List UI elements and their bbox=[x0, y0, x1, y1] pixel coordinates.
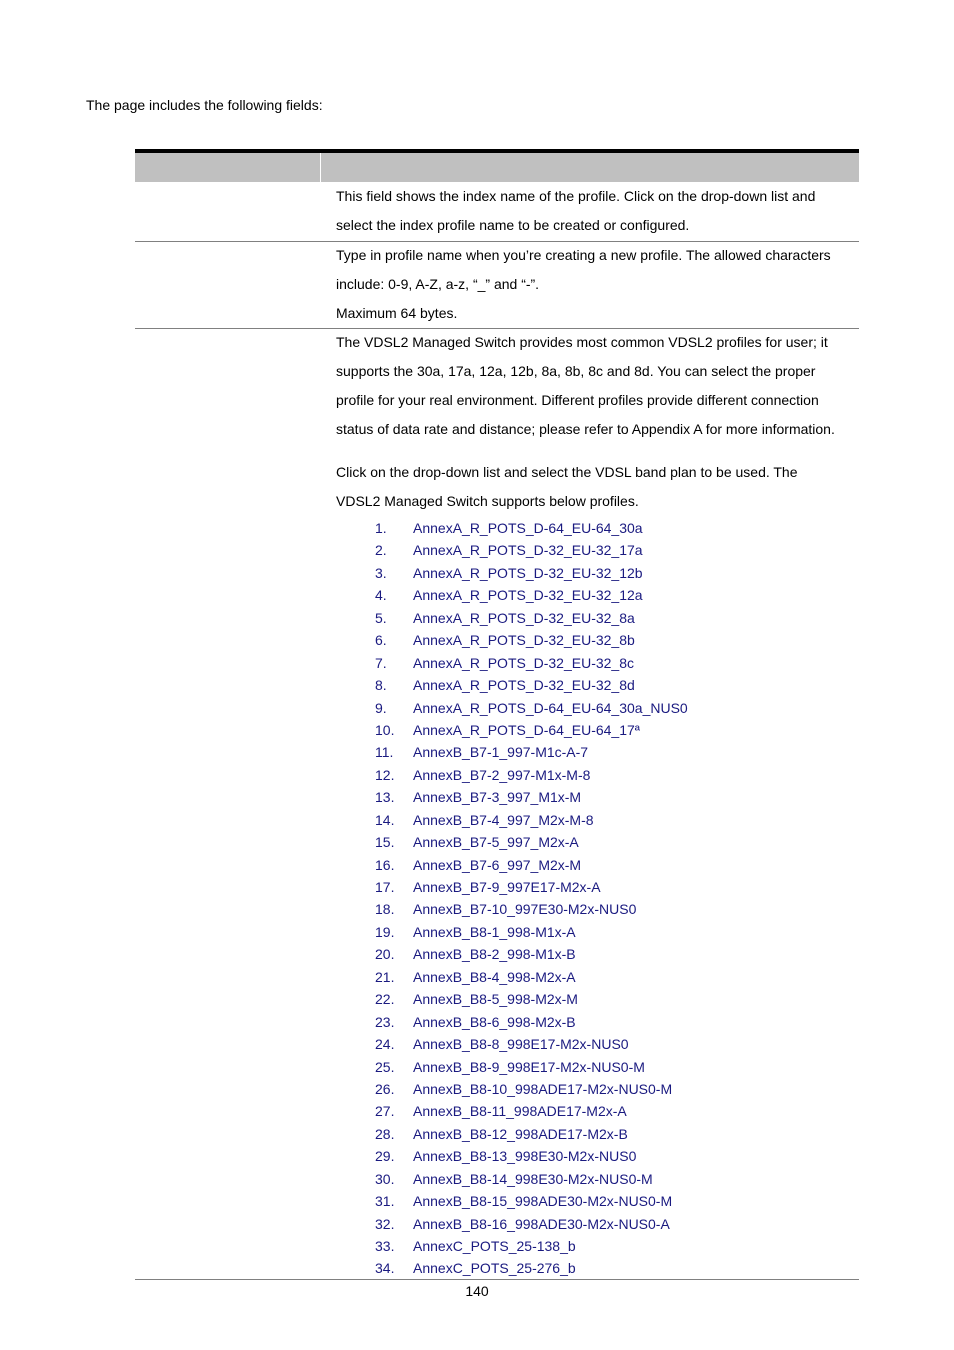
list-item-number: 9. bbox=[375, 699, 387, 716]
profile-name: AnnexB_B7-6_997_M2x-M bbox=[413, 856, 582, 873]
profile-name: AnnexA_R_POTS_D-32_EU-32_17a bbox=[413, 542, 643, 559]
list-item bbox=[375, 629, 688, 651]
list-item-number: 13. bbox=[375, 789, 395, 806]
row-3-band-line-2: VDSL2 Managed Switch supports below profiles. bbox=[336, 493, 639, 509]
list-item-number: 28. bbox=[375, 1125, 395, 1142]
list-item-number: 23. bbox=[375, 1013, 395, 1030]
list-item-number: 16. bbox=[375, 856, 395, 873]
profile-name: AnnexB_B7-4_997_M2x-M-8 bbox=[413, 811, 594, 828]
row-2-description bbox=[336, 241, 856, 328]
profile-name: AnnexB_B8-9_998E17-M2x-NUS0-M bbox=[413, 1058, 645, 1075]
profile-name: AnnexA_R_POTS_D-64_EU-64_30a bbox=[413, 520, 643, 536]
list-item-number: 15. bbox=[375, 834, 395, 851]
profile-name: AnnexA_R_POTS_D-32_EU-32_8d bbox=[413, 677, 635, 694]
list-item-number: 17. bbox=[375, 879, 395, 895]
profile-name: AnnexB_B8-6_998-M2x-B bbox=[413, 1013, 576, 1030]
list-item bbox=[375, 1168, 688, 1190]
list-item bbox=[375, 1011, 688, 1033]
list-item bbox=[375, 1123, 688, 1145]
list-item-number: 31. bbox=[375, 1193, 395, 1210]
list-item bbox=[375, 898, 688, 920]
row-3-description bbox=[336, 328, 856, 444]
list-item bbox=[375, 1078, 688, 1100]
list-item bbox=[375, 1100, 688, 1122]
profile-name: AnnexA_R_POTS_D-32_EU-32_8b bbox=[413, 632, 635, 649]
list-item-number: 8. bbox=[375, 677, 387, 694]
profile-name: AnnexA_R_POTS_D-32_EU-32_12b bbox=[413, 564, 643, 581]
list-item bbox=[375, 607, 688, 629]
list-item-number: 29. bbox=[375, 1148, 395, 1165]
list-item bbox=[375, 921, 688, 943]
row-2-line-3: Maximum 64 bytes. bbox=[336, 305, 458, 321]
list-item-number: 22. bbox=[375, 991, 395, 1008]
profile-name: AnnexA_R_POTS_D-32_EU-32_8a bbox=[413, 609, 635, 626]
profile-name: AnnexA_R_POTS_D-32_EU-32_12a bbox=[413, 587, 643, 604]
profile-list bbox=[375, 517, 688, 1280]
list-item bbox=[375, 876, 688, 898]
list-item bbox=[375, 741, 688, 763]
profile-name: AnnexB_B8-15_998ADE30-M2x-NUS0-M bbox=[413, 1193, 673, 1210]
list-item bbox=[375, 943, 688, 965]
profile-name: AnnexB_B8-5_998-M2x-M bbox=[413, 991, 578, 1008]
row-1-description bbox=[336, 182, 856, 240]
row-3-line-3: profile for your real environment. Different profiles provide different connection bbox=[336, 392, 819, 408]
profile-name: AnnexB_B8-1_998-M1x-A bbox=[413, 923, 576, 940]
profile-name: AnnexB_B8-12_998ADE17-M2x-B bbox=[413, 1125, 628, 1142]
profile-name: AnnexB_B7-2_997-M1x-M-8 bbox=[413, 766, 591, 783]
list-item-number: 10. bbox=[375, 721, 395, 738]
row-2-line-1: Type in profile name when you’re creating a new profile. The allowed characters bbox=[336, 247, 831, 263]
profile-name: AnnexA_R_POTS_D-64_EU-64_17ª bbox=[413, 721, 640, 738]
profile-name: AnnexB_B7-5_997_M2x-A bbox=[413, 834, 579, 851]
row-3-line-1: The VDSL2 Managed Switch provides most common VDSL2 profiles for user; it bbox=[336, 334, 828, 350]
list-item bbox=[375, 1056, 688, 1078]
list-item-number: 20. bbox=[375, 946, 395, 963]
footer-divider bbox=[135, 1279, 859, 1280]
page-number: 140 bbox=[465, 1283, 489, 1299]
profile-name: AnnexC_POTS_25-276_b bbox=[413, 1260, 576, 1277]
intro-text: The page includes the following fields: bbox=[86, 97, 323, 113]
list-item bbox=[375, 719, 688, 741]
profile-name: AnnexB_B8-10_998ADE17-M2x-NUS0-M bbox=[413, 1080, 673, 1097]
list-item bbox=[375, 786, 688, 808]
list-item bbox=[375, 764, 688, 786]
profile-name: AnnexB_B7-1_997-M1c-A-7 bbox=[413, 744, 589, 761]
profile-name: AnnexB_B8-8_998E17-M2x-NUS0 bbox=[413, 1036, 629, 1053]
list-item bbox=[375, 966, 688, 988]
row-1-line-1: This field shows the index name of the profile. Click on the drop-down list and bbox=[336, 188, 816, 204]
profile-name: AnnexB_B8-11_998ADE17-M2x-A bbox=[413, 1103, 627, 1120]
list-item bbox=[375, 1190, 688, 1212]
list-item bbox=[375, 809, 688, 831]
list-item bbox=[375, 1145, 688, 1167]
list-item-number: 1. bbox=[375, 520, 387, 536]
list-item-number: 24. bbox=[375, 1036, 395, 1053]
list-item bbox=[375, 831, 688, 853]
profile-name: AnnexB_B7-9_997E17-M2x-A bbox=[413, 879, 601, 895]
list-item-number: 7. bbox=[375, 654, 387, 671]
list-item bbox=[375, 674, 688, 696]
profile-name: AnnexB_B8-14_998E30-M2x-NUS0-M bbox=[413, 1170, 653, 1187]
list-item bbox=[375, 584, 688, 606]
list-item-number: 26. bbox=[375, 1080, 395, 1097]
list-item bbox=[375, 1235, 688, 1257]
row-1-line-2: select the index profile name to be created or configured. bbox=[336, 217, 690, 233]
profile-name: AnnexA_R_POTS_D-32_EU-32_8c bbox=[413, 654, 635, 671]
list-item bbox=[375, 1213, 688, 1235]
row-3-line-2: supports the 30a, 17a, 12a, 12b, 8a, 8b, 8c and 8d. You can select the proper bbox=[336, 363, 816, 379]
list-item-number: 33. bbox=[375, 1238, 395, 1254]
list-item-number: 18. bbox=[375, 901, 395, 918]
list-item-number: 27. bbox=[375, 1103, 395, 1120]
profile-name: AnnexB_B8-4_998-M2x-A bbox=[413, 968, 576, 985]
list-item-number: 12. bbox=[375, 766, 395, 783]
profile-name: AnnexC_POTS_25-138_b bbox=[413, 1238, 576, 1254]
list-item bbox=[375, 652, 688, 674]
list-item-number: 25. bbox=[375, 1058, 395, 1075]
list-item-number: 14. bbox=[375, 811, 395, 828]
row-3-band-line-1: Click on the drop-down list and select the VDSL band plan to be used. The bbox=[336, 464, 798, 480]
list-item-number: 32. bbox=[375, 1215, 395, 1232]
row-3-line-4: status of data rate and distance; please refer to Appendix A for more information. bbox=[336, 421, 835, 437]
profile-name: AnnexB_B7-10_997E30-M2x-NUS0 bbox=[413, 901, 637, 918]
header-column-separator bbox=[320, 153, 321, 182]
list-item-number: 30. bbox=[375, 1170, 395, 1187]
list-item bbox=[375, 539, 688, 561]
list-item-number: 2. bbox=[375, 542, 387, 559]
list-item-number: 11. bbox=[375, 744, 394, 761]
list-item-number: 6. bbox=[375, 632, 387, 649]
list-item-number: 19. bbox=[375, 923, 395, 940]
row-3-band-plan-text bbox=[336, 458, 856, 516]
profile-name: AnnexB_B8-16_998ADE30-M2x-NUS0-A bbox=[413, 1215, 670, 1232]
list-item-number: 3. bbox=[375, 564, 387, 581]
table-header bbox=[135, 149, 859, 182]
list-item bbox=[375, 988, 688, 1010]
list-item bbox=[375, 697, 688, 719]
list-item bbox=[375, 1033, 688, 1055]
profile-name: AnnexB_B7-3_997_M1x-M bbox=[413, 789, 582, 806]
list-item-number: 4. bbox=[375, 587, 387, 604]
profile-name: AnnexA_R_POTS_D-64_EU-64_30a_NUS0 bbox=[413, 699, 688, 716]
list-item-number: 34. bbox=[375, 1260, 395, 1277]
list-item-number: 5. bbox=[375, 609, 387, 626]
list-item bbox=[375, 517, 688, 539]
list-item bbox=[375, 1257, 688, 1279]
profile-name: AnnexB_B8-2_998-M1x-B bbox=[413, 946, 576, 963]
list-item bbox=[375, 854, 688, 876]
row-2-line-2: include: 0-9, A-Z, a-z, “_” and “-”. bbox=[336, 276, 540, 292]
list-item bbox=[375, 562, 688, 584]
profile-name: AnnexB_B8-13_998E30-M2x-NUS0 bbox=[413, 1148, 637, 1165]
list-item-number: 21. bbox=[375, 968, 395, 985]
